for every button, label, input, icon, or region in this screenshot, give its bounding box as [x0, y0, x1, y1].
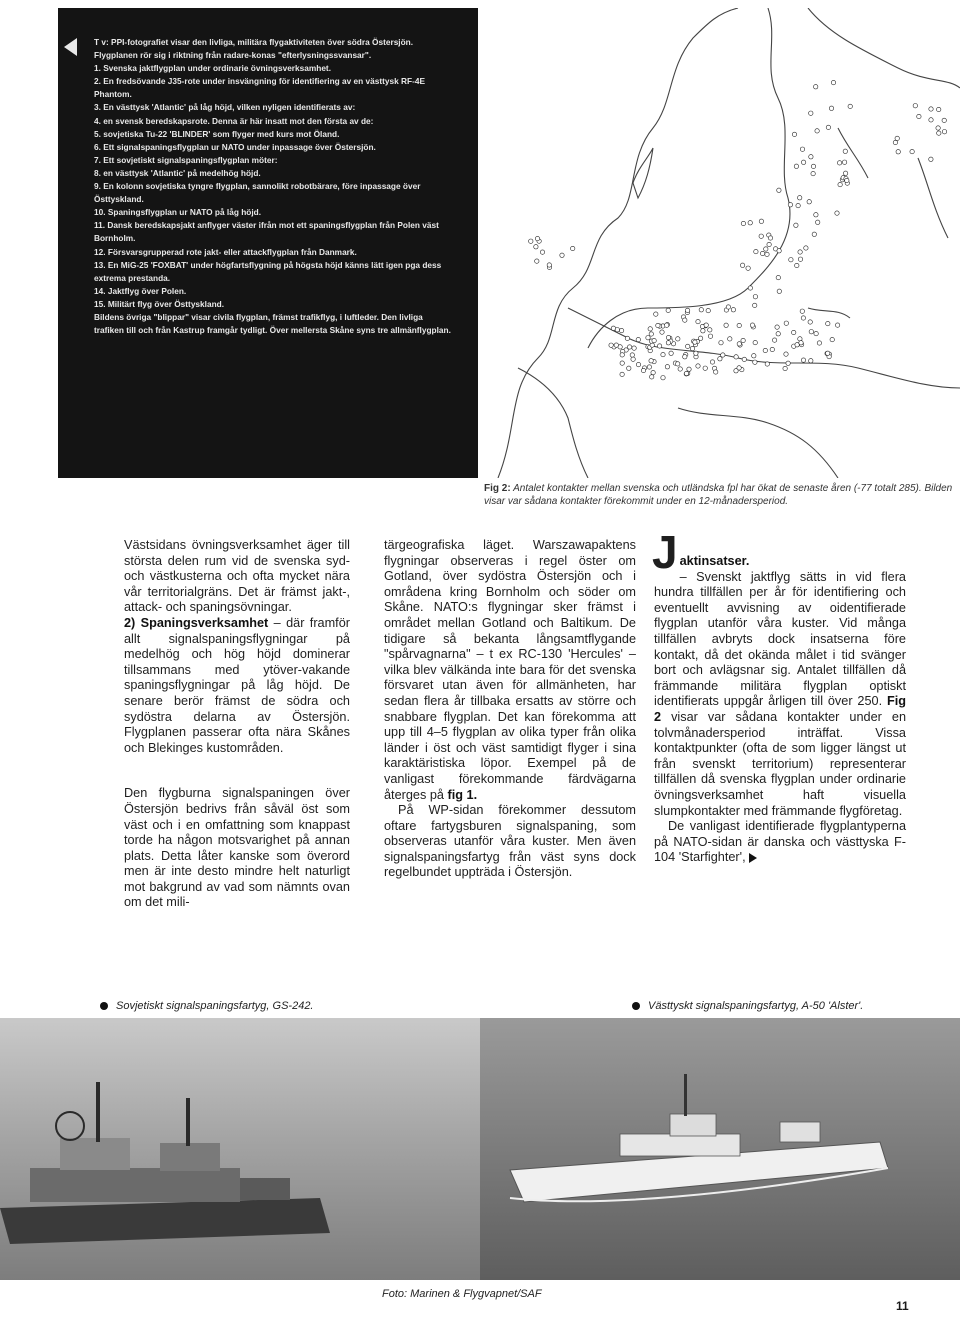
- contact-point: [784, 321, 788, 325]
- contact-point: [746, 266, 750, 270]
- contact-point: [937, 131, 941, 135]
- contact-point: [929, 107, 933, 111]
- ship-photo-gs-242: [0, 1018, 480, 1280]
- contact-point: [627, 366, 631, 370]
- contact-point: [701, 329, 705, 333]
- contact-point: [646, 336, 650, 340]
- ppi-item-5: 5. sovjetiska Tu-22 'BLINDER' som flyger med kurs mot Öland.: [94, 128, 340, 139]
- contact-point: [789, 258, 793, 262]
- contact-point: [800, 147, 804, 151]
- contact-point: [535, 236, 539, 240]
- contact-point: [929, 157, 933, 161]
- contact-point: [748, 221, 752, 225]
- contact-point: [763, 348, 767, 352]
- contact-point: [896, 150, 900, 154]
- contact-point: [817, 341, 821, 345]
- contact-point: [798, 257, 802, 261]
- contact-point: [699, 308, 703, 312]
- ppi-item-12: 12. Försvarsgrupperad rote jakt- eller attackflygplan från Danmark.: [94, 246, 357, 257]
- col2-paragraph-2: På WP-sidan förekommer dessutom oftare fartygsburen signalspaning, som observeras utanför våra kuster. Men även signalspaningsfartyg från väst syns dock regelbundet uppträda i Östersjön.: [384, 803, 636, 880]
- contact-point: [718, 357, 722, 361]
- contact-point: [895, 136, 899, 140]
- ppi-item-7: 7. Ett sovjetiskt signalspaningsflygplan möter:: [94, 154, 278, 165]
- contact-point: [693, 340, 697, 344]
- photo-caption-right-text: Västtyskt signalspaningsfartyg, A-50 'Alster'.: [648, 1000, 864, 1012]
- photo-credit: Foto: Marinen & Flygvapnet/SAF: [382, 1288, 542, 1300]
- contact-point: [560, 253, 564, 257]
- contact-point: [837, 161, 841, 165]
- photo-caption-left-text: Sovjetiskt signalspaningsfartyg, GS-242.: [116, 1000, 314, 1012]
- left-arrow-icon: [64, 38, 77, 56]
- contact-point: [808, 320, 812, 324]
- contact-point: [801, 358, 805, 362]
- map-graphic: [478, 8, 960, 478]
- figure-caption: [484, 483, 954, 508]
- contact-point: [685, 308, 689, 312]
- photo-caption-left: [100, 1000, 314, 1012]
- col3-paragraph-2-text: De vanligast identifierade flygplantyperna på NATO-sidan är danska och västtyska F-104 'Starfighter',: [654, 819, 906, 865]
- contact-point: [661, 352, 665, 356]
- contact-point: [807, 200, 811, 204]
- contact-point: [799, 341, 803, 345]
- col1-paragraph-2-body: – där framför allt signalspaningsflygningar på medelhög och hög höjd dominerar tillsammans med ytöver-vakande spaningsflygningar på låg höjd. De senare berör främst de södra och sydöstra delarna av Östersjön. Flygplanen passerar ofta nära Skånes och Blekinges kustområden.: [124, 615, 350, 755]
- figure-reference: Fig 2: [654, 694, 906, 724]
- ppi-item-14: 14. Jaktflyg över Polen.: [94, 285, 187, 296]
- contact-point: [768, 236, 772, 240]
- contact-point: [683, 318, 687, 322]
- contact-point: [630, 353, 634, 357]
- contact-point: [614, 343, 618, 347]
- contact-point: [742, 357, 746, 361]
- ppi-item-10: 10. Spaningsflygplan ur NATO på låg höjd.: [94, 207, 262, 218]
- contact-point: [753, 360, 757, 364]
- contact-point: [794, 223, 798, 227]
- contact-point: [741, 338, 745, 342]
- contact-point: [776, 275, 780, 279]
- contact-point: [696, 364, 700, 368]
- contact-point: [913, 104, 917, 108]
- section-heading: Spaningsverksamhet: [140, 615, 269, 630]
- contact-point: [788, 203, 792, 207]
- contact-point: [809, 330, 813, 334]
- contact-point: [656, 323, 660, 327]
- contact-point: [696, 319, 700, 323]
- contact-point: [741, 221, 745, 225]
- col1-paragraph-1: Västsidans övningsverksamhet äger till största delen rum vid de svenska syd- och västkusterna och ofta mycket nära vår territorialgräns. Det är främst jakt-, attack- och spaningsövningar.: [124, 538, 350, 615]
- contact-point: [843, 149, 847, 153]
- contact-point: [764, 247, 768, 251]
- contact-point: [835, 323, 839, 327]
- contact-point: [842, 160, 846, 164]
- ppi-item-8: 8. en västtysk 'Atlantic' på medelhög höjd.: [94, 167, 261, 178]
- contact-point: [917, 114, 921, 118]
- contact-point: [831, 80, 835, 84]
- contact-point: [777, 249, 781, 253]
- bullet-icon: [632, 1002, 640, 1010]
- contact-point: [683, 355, 687, 359]
- contact-point: [753, 340, 757, 344]
- col1-paragraph-2: [124, 616, 350, 756]
- contact-point: [814, 213, 818, 217]
- contact-point: [809, 111, 813, 115]
- figure-reference: fig 1.: [447, 787, 478, 802]
- contact-point: [770, 347, 774, 351]
- contact-point: [719, 341, 723, 345]
- contact-point: [777, 188, 781, 192]
- contact-point: [724, 323, 728, 327]
- contact-point: [809, 155, 813, 159]
- text-column-2: [384, 538, 636, 881]
- col2-paragraph-1-text: tärgeografiska läget. Warszawapaktens flygningar observeras i regel öster om Gotland, över sydöstra Östersjön och i områdena kring Bornholm och söder om Skåne. NATO:s flygningar sker främst i området mellan Gotland och Baltikum. De tidigare så bekanta långsamtflygande "spårvagnarna" – t ex RC-130 'Hercules' – vilka blev välkända inte bara för det svenska försvaret utan även för allmänheten, har sedan flera år tillbaka ersatts av större och snabbare flygplan. Det kan förekomma att upp till 4–5 flygplan av olika typer från olika länder i öst och väst samtidigt flyger i sina karaktäristiska löpor. Exempel på de vanligast förekommande färdvägarna återges på: [384, 538, 636, 802]
- contact-point: [684, 371, 688, 375]
- text-column-1: [124, 538, 350, 911]
- contact-point: [775, 325, 779, 329]
- contact-point: [648, 327, 652, 331]
- contact-point: [654, 312, 658, 316]
- contact-point: [929, 118, 933, 122]
- ppi-item-4: 4. en svensk beredskapsrote. Denna är här insatt mot den första av de:: [94, 115, 374, 126]
- figure-label: Fig 2:: [484, 483, 511, 494]
- contact-point: [620, 372, 624, 376]
- contact-point: [809, 359, 813, 363]
- contact-point: [815, 129, 819, 133]
- contact-point: [937, 107, 941, 111]
- continue-arrow-icon: [749, 853, 757, 863]
- contact-point: [647, 365, 651, 369]
- ppi-item-15: 15. Militärt flyg över Östtyskland.: [94, 298, 225, 309]
- contact-point: [783, 366, 787, 370]
- contact-point: [848, 104, 852, 108]
- contact-point: [830, 337, 834, 341]
- contact-point: [686, 344, 690, 348]
- contact-point: [636, 337, 640, 341]
- contact-point: [665, 365, 669, 369]
- contact-point: [786, 361, 790, 365]
- contact-point: [798, 250, 802, 254]
- contact-point: [796, 203, 800, 207]
- contact-point: [804, 246, 808, 250]
- contact-point: [893, 140, 897, 144]
- contact-point: [706, 308, 710, 312]
- contact-point: [666, 308, 670, 312]
- contact-point: [534, 245, 538, 249]
- ppi-legend: [94, 36, 454, 337]
- contact-point: [714, 370, 718, 374]
- contact-point: [652, 338, 656, 342]
- contact-point: [641, 368, 645, 372]
- contact-point: [753, 295, 757, 299]
- contact-point: [772, 338, 776, 342]
- col3-paragraph-1-text-b: visar var sådana kontakter under en tolvmånadersperiod inträffat. Vissa kontaktpunkter (ofta de som ligger längst ut från svenskt territorium) representerar tillfällen då svenska flygplan under ordinarie övningsverksamhet haft visuella slumpkontakter med främmande flygföretag.: [654, 709, 906, 818]
- contact-point: [812, 232, 816, 236]
- contact-point: [611, 326, 615, 330]
- contact-point: [651, 370, 655, 374]
- bullet-icon: [100, 1002, 108, 1010]
- contact-point: [826, 321, 830, 325]
- contact-point: [795, 263, 799, 267]
- col2-paragraph-1: [384, 538, 636, 803]
- contact-point: [801, 316, 805, 320]
- contact-point: [726, 305, 730, 309]
- col3-paragraph-1: [652, 526, 906, 819]
- contact-point: [800, 309, 804, 313]
- contact-point: [665, 323, 669, 327]
- contact-point: [811, 171, 815, 175]
- contact-point: [760, 251, 764, 255]
- contact-point: [676, 337, 680, 341]
- contact-point: [728, 337, 732, 341]
- ppi-item-2: 2. En fredsövande J35-rote under insvängning för identifiering av en västtysk RF-4E Phantom.: [94, 76, 426, 100]
- contact-point: [625, 336, 629, 340]
- contact-point: [942, 130, 946, 134]
- figure-caption-text: Antalet kontakter mellan svenska och utländska fpl har ökat de senaste åren (-77 totalt 285). Bilden visar var sådana kontakter förekommit under en 12-månadersperiod.: [484, 483, 953, 507]
- contact-point: [942, 118, 946, 122]
- contact-point: [748, 286, 752, 290]
- ppi-item-6: 6. Ett signalspaningsflygplan ur NATO under inpassage över Östersjön.: [94, 141, 376, 152]
- section-heading: aktinsatser.: [679, 554, 750, 568]
- contact-point: [845, 178, 849, 182]
- contact-point: [535, 259, 539, 263]
- page-number: 11: [896, 1299, 909, 1313]
- contact-point: [690, 346, 694, 350]
- ppi-item-13: 13. En MiG-25 'FOXBAT' under högfartsflygning på högsta höjd känns lätt igen pga dess extrema prestanda.: [94, 259, 442, 283]
- contact-point: [661, 376, 665, 380]
- contact-point: [752, 354, 756, 358]
- contact-point: [734, 355, 738, 359]
- contact-point: [632, 346, 636, 350]
- contact-point: [801, 160, 805, 164]
- contact-point: [829, 106, 833, 110]
- contact-point: [777, 289, 781, 293]
- ppi-item-9: 9. En kolonn sovjetiska tyngre flygplan, sannolikt robotbärare, före inpassage över Östtyskland.: [94, 181, 421, 205]
- contact-point: [721, 353, 725, 357]
- west-german-ship-image: [480, 1018, 960, 1280]
- ppi-item-3: 3. En västtysk 'Atlantic' på låg höjd, vilken nyligen identifierats av:: [94, 102, 356, 113]
- contact-point: [609, 343, 613, 347]
- contact-point: [843, 171, 847, 175]
- ship-photo-a-50-alster: [480, 1018, 960, 1280]
- col3-paragraph-1-text-a: – Svenskt jaktflyg sätts in vid flera hundra tillfällen per år för identifiering och eventuellt avvisning av oidentifierade flygplan utanför våra kuster. Vid många tillfällen avbryts dock insatserna före kontakt, då det okända målet i tid svänger bort och avlägsnar sig. Antalet tillfällen då främmande militära flygplan optiskt identifierats uppgår årligen till över 250.: [654, 569, 906, 709]
- soviet-ship-image: [0, 1018, 480, 1280]
- text-column-3: [652, 526, 906, 866]
- contact-point: [694, 351, 698, 355]
- contact-point: [765, 362, 769, 366]
- contact-point: [792, 330, 796, 334]
- contact-point: [666, 335, 670, 339]
- contact-point: [814, 85, 818, 89]
- contact-point: [649, 359, 653, 363]
- ppi-intro: T v: PPI-fotografiet visar den livliga, militära flygaktiviteten över södra Östersjön. Flygplanen rör sig i riktning från radare-konas "efterlysningssvansar".: [94, 37, 414, 61]
- contact-point: [657, 344, 661, 348]
- contact-point: [826, 351, 830, 355]
- contact-point: [910, 149, 914, 153]
- contact-point: [529, 239, 533, 243]
- contact-point: [767, 242, 771, 246]
- contact-point: [650, 343, 654, 347]
- contact-point: [636, 362, 640, 366]
- drop-cap: J: [652, 526, 678, 578]
- contact-point: [784, 352, 788, 356]
- contact-point: [737, 342, 741, 346]
- contact-point: [826, 125, 830, 129]
- contact-point: [620, 353, 624, 357]
- contact-point: [811, 164, 815, 168]
- contact-point: [547, 263, 551, 267]
- contact-point: [750, 323, 754, 327]
- contact-point: [631, 357, 635, 361]
- contact-point: [669, 351, 673, 355]
- contact-point: [765, 252, 769, 256]
- contact-point: [936, 126, 940, 130]
- contact-point: [814, 331, 818, 335]
- ppi-outro: Bildens övriga "blippar" visar civila flygplan, främst trafikflyg, i luftleder. Den livliga trafiken till och från Kastrup framgår tydligt. Över mellersta Skåne syns tre allmänflygplan.: [94, 311, 451, 336]
- contact-point: [708, 328, 712, 332]
- contact-point: [792, 132, 796, 136]
- contact-point: [759, 234, 763, 238]
- contact-point: [708, 334, 712, 338]
- contact-point: [710, 360, 714, 364]
- contact-point: [753, 303, 757, 307]
- contact-point: [627, 345, 631, 349]
- contact-point: [816, 220, 820, 224]
- contact-point: [794, 164, 798, 168]
- contact-point: [619, 328, 623, 332]
- contact-point: [737, 323, 741, 327]
- list-number: 2): [124, 615, 136, 630]
- ppi-item-1: 1. Svenska jaktflygplan under ordinarie övningsverksamhet.: [94, 63, 332, 74]
- contact-point: [835, 211, 839, 215]
- contact-point: [649, 332, 653, 336]
- contact-point: [678, 367, 682, 371]
- contact-point: [620, 361, 624, 365]
- contact-point: [666, 341, 670, 345]
- contact-point: [571, 246, 575, 250]
- contact-point: [737, 366, 741, 370]
- contact-point: [740, 263, 744, 267]
- contact-point: [676, 362, 680, 366]
- contact-map: [478, 8, 960, 478]
- contact-point: [759, 219, 763, 223]
- contact-point: [703, 366, 707, 370]
- contact-point: [650, 375, 654, 379]
- photo-caption-right: [632, 1000, 863, 1012]
- contact-point: [798, 196, 802, 200]
- contact-point: [838, 182, 842, 186]
- col1-paragraph-3: Den flygburna signalspaningen över Östersjön bedrivs från såväl öst som väst och i en omfattning som knappast torde ha någon motsvarighet på annan plats. Detta låter kanske som överord men är inte desto mindre helt naturligt mot bakgrund av vad som nämnts ovan om det mili-: [124, 786, 350, 910]
- col3-paragraph-2: [654, 819, 906, 866]
- contact-point: [704, 323, 708, 327]
- contact-point: [540, 250, 544, 254]
- contact-point: [660, 330, 664, 334]
- contact-point: [754, 249, 758, 253]
- contact-point: [731, 308, 735, 312]
- contact-point: [776, 332, 780, 336]
- ppi-item-11: 11. Dansk beredskapsjakt anflyger väster ifrån mot ett spaningsflygplan från Polen väst Bornholm.: [94, 220, 439, 244]
